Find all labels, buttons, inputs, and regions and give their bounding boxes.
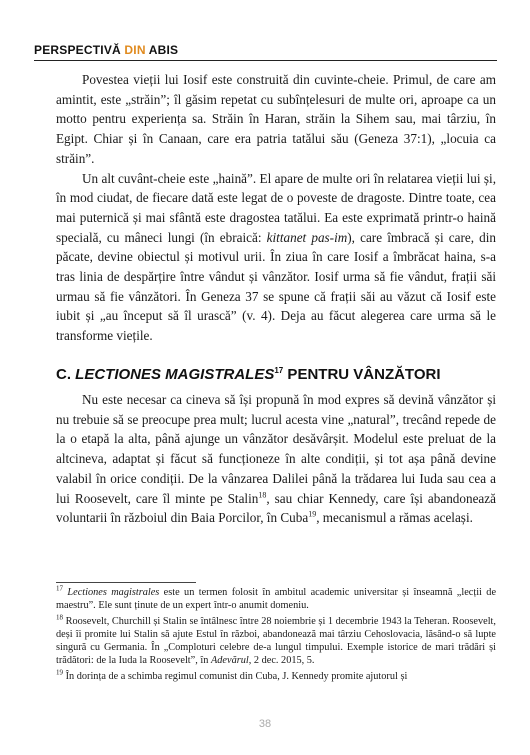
paragraph-3-text-a: Nu este necesar ca cineva să își propună în mod expres să devină vânzător și nu trebuie să se preocupe prea mult; lucrul acesta vine „natural”, trecând repede de la o etapă la alta, până ajunge un vânzător desăvârșit. Modelul este preluat de la altcineva, adaptat și făcut să funcționeze în alte condiții, și tot așa până devine valabil în orice condiții. De la vânzarea Dalilei până la trădarea lui Iuda sau cea a lui Roosevelt, care îl minte pe Stalin — [56, 392, 496, 506]
footnotes — [56, 586, 496, 685]
running-head-title: PERSPECTIVĂ — [34, 43, 125, 57]
paragraph-1: Povestea vieții lui Iosif este construită din cuvinte-cheie. Primul, de care am amintit, este „străin”; îl găsim repetat cu subînțelesuri de multe ori, aproape ca un motto pentru experiența sa. Străin în Haran, străin la Sihem sau, mai târziu, în Egipt. Chiar și în Canaan, care era patria tatălui său (Geneza 37:1), „locuia ca străin”. — [56, 72, 496, 166]
footnote-19-number: 19 — [56, 668, 63, 677]
footnote-19 — [56, 670, 496, 683]
paragraph-2-text-b: ), care îmbracă și care, din păcate, devine obiectul și motivul urii. În ziua în care Iosif a îmbrăcat haina, s-a tras linia de despărțire între vândut și vânzător. Iosif urma să fie vândut, frații săi urmau să fie vânzători. În Geneza 37 se spune că frații săi au văzut că Iosif este iubit și „au început să îl urască” (v. 4). Deja au făcut alegerea care urma să le transforme viețile. — [56, 229, 496, 344]
footnote-17-text: este un termen folosit în ambitul academic universitar și înseamnă „lecții de maestru”. Ele sunt ținute de un expert într-o anumit domeniu. — [56, 587, 497, 612]
running-head — [34, 43, 178, 57]
header-rule — [34, 60, 497, 61]
footnote-18 — [56, 615, 496, 668]
footnote-17 — [56, 586, 496, 613]
footnote-18-text: Roosevelt, Churchill și Stalin se întâlnesc între 28 noiembrie și 1 decembrie 1943 la Teheran. Roosevelt, deși îi promite lui Stalin să ajute Estul în război, abandonează mai târziu Cehoslovacia, lăsând-o să lupte singură cu Germania. În „Comploturi celebre de-a lungul timpului. Exemple istorice de mari trădări și trădători: de la Iuda la Roosevelt”, în — [56, 615, 496, 667]
paragraph-2 — [56, 169, 496, 346]
paragraph-3-text-c: , mecanismul a rămas același. — [316, 510, 473, 526]
footnote-18-source: Adevărul — [210, 655, 249, 667]
footnote-rule — [56, 582, 196, 583]
section-title-rest: PENTRU VÂNZĂTORI — [283, 366, 441, 383]
section-body — [56, 390, 496, 528]
section-heading — [56, 366, 496, 383]
section-title-italic: LECTIONES MAGISTRALES — [75, 366, 275, 383]
footnote-19-text: În dorința de a schimba regimul comunist din Cuba, J. Kennedy promite ajutorul și — [63, 670, 408, 682]
footnote-ref-18[interactable]: 18 — [258, 490, 267, 500]
running-head-accent: DIN — [124, 43, 146, 57]
footnote-18-number: 18 — [56, 613, 63, 622]
running-head-title-end: ABIS — [145, 43, 179, 57]
footnote-18-tail: , 2 dec. 2015, 5. — [248, 655, 315, 667]
paragraph-3 — [56, 390, 496, 528]
page-number: 38 — [258, 718, 272, 730]
paragraph-2-hebrew-term: kittanet pas-im — [266, 229, 348, 245]
footnote-ref-19[interactable]: 19 — [308, 509, 317, 519]
intro-paragraphs — [56, 70, 496, 346]
paragraph-2-text-a: Un alt cuvânt-cheie este „haină”. El apare de multe ori în relatarea vieții lui și, în mod ciudat, de fiecare dată este legat de o poveste de dragoste. Dintre toate, cea mai puternică și mai sfântă este dragostea tatălui. Ea este exprimată printr-o haină specială, cu mâneci lungi (în ebraică: — [56, 170, 496, 245]
footnote-17-term: Lectiones magistrales — [67, 587, 160, 598]
footnote-ref-17[interactable]: 17 — [274, 366, 284, 375]
paragraph-3-text-b: , sau chiar Kennedy, care își abandonează voluntarii în războiul din Baia Porcilor, în Cuba — [56, 490, 496, 526]
section-prefix: C. — [56, 366, 76, 383]
footnote-17-number: 17 — [56, 584, 63, 593]
